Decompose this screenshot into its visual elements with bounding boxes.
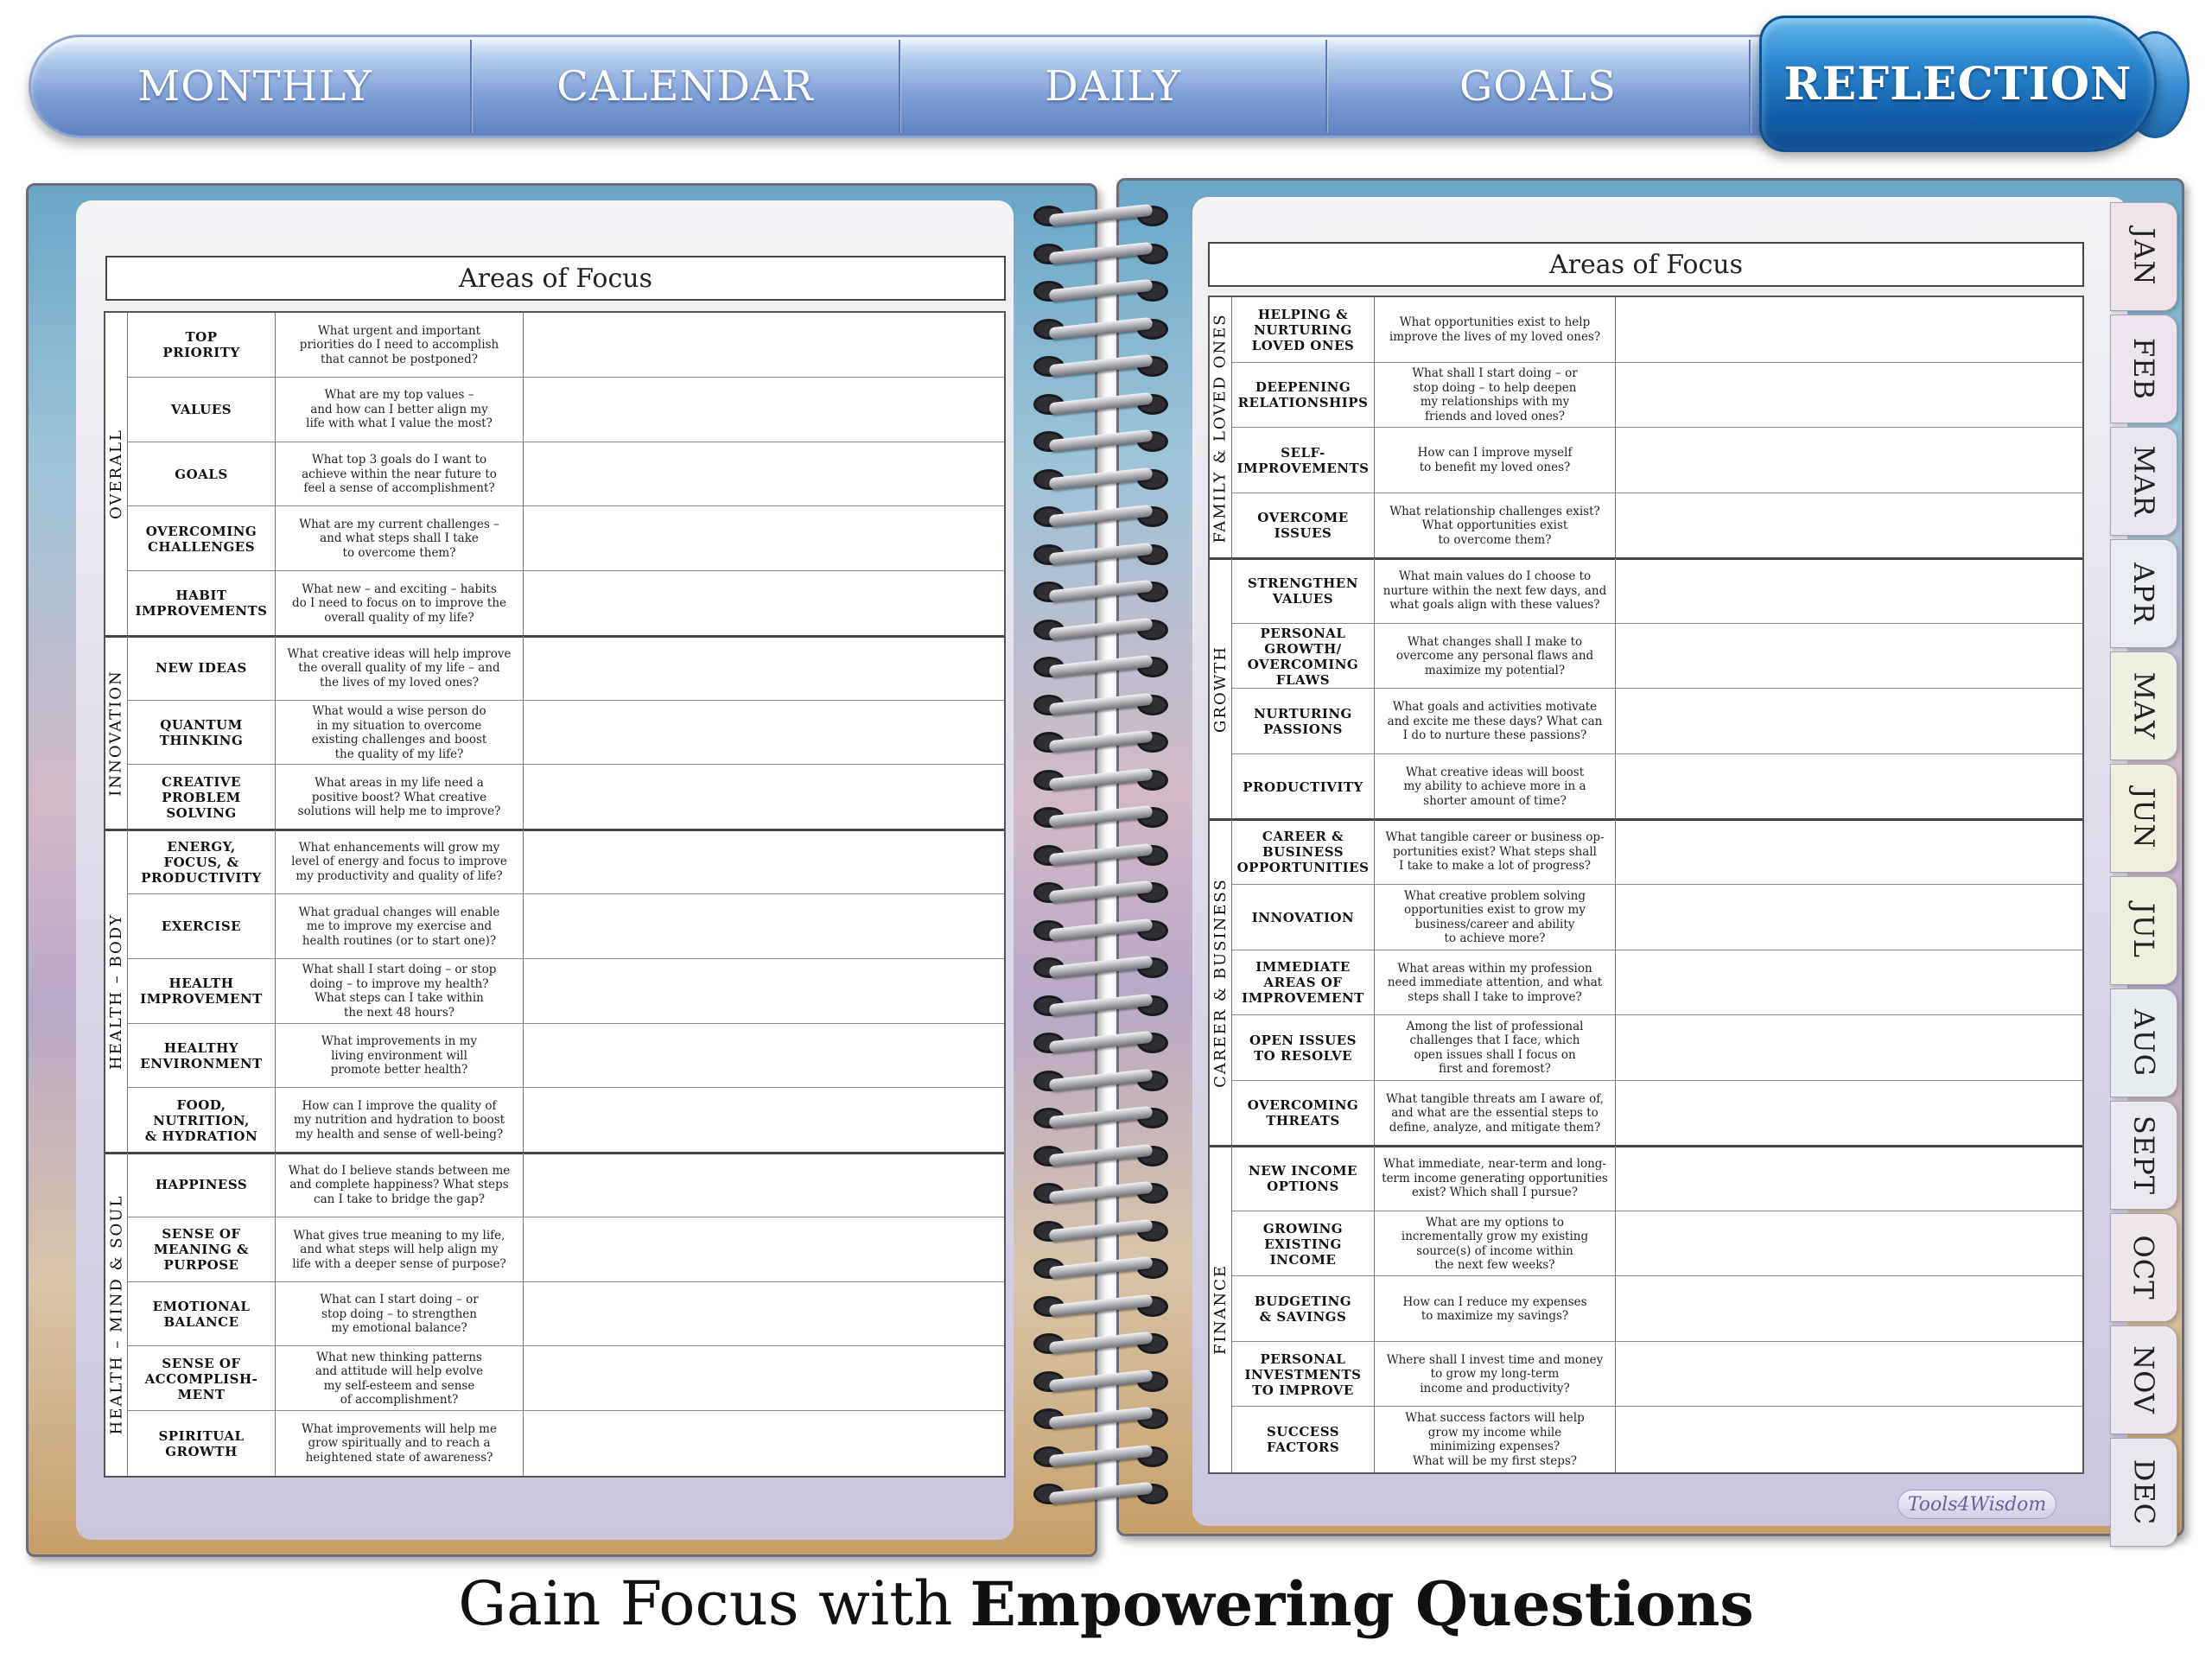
focus-question: What shall I start doing – or stop doing – to help deepen my relationships with my friends and loved ones? [1374,363,1616,429]
writing-space[interactable] [524,636,1004,701]
focus-question: What improvements will help me grow spiritually and to reach a heightened state of awareness? [275,1411,524,1476]
focus-question: What creative problem solving opportunities exist to grow my business/career and ability to achieve more? [1374,885,1616,950]
focus-topic: OPEN ISSUES TO RESOLVE [1249,1032,1357,1064]
writing-space[interactable] [524,442,1004,507]
writing-space[interactable] [524,506,1004,571]
writing-space[interactable] [1616,689,2082,754]
focus-topic: SUCCESS FACTORS [1266,1424,1340,1456]
month-tab-label: MAY [2127,671,2161,741]
focus-row [128,1217,1004,1282]
month-tab-label: MAR [2127,445,2160,518]
focus-question: What would a wise person do in my situation to overcome existing challenges and boost the quality of my life? [275,701,524,766]
focus-row [128,378,1004,442]
focus-topic: CAREER & BUSINESS OPPORTUNITIES [1236,829,1370,876]
focus-row [1232,1342,2082,1408]
focus-question: What goals and activities motivate and excite me these days? What can I do to nurture these passions? [1374,689,1616,754]
focus-topic: DEEPENING RELATIONSHIPS [1237,379,1369,411]
caption-text: Gain Focus with [458,1568,953,1639]
section-health-mind-soul [105,1153,1004,1476]
section-growth [1210,558,2082,819]
focus-row [1232,754,2082,820]
section-health-body [105,830,1004,1153]
section-label-text: CAREER & BUSINESS [1211,877,1230,1088]
spiral-coil [1028,469,1173,490]
section-label [1210,819,1232,1146]
focus-row [128,1024,1004,1089]
tab-reflection[interactable]: REFLECTION [1759,16,2157,152]
focus-topic: SPIRITUAL GROWTH [158,1427,245,1459]
writing-space[interactable] [1616,297,2082,363]
writing-space[interactable] [524,1088,1004,1153]
month-tab-label: APR [2126,563,2160,625]
focus-question: What new – and exciting – habits do I need to focus on to improve the overall quality of my life? [275,571,524,636]
focus-topic: OVERCOMING CHALLENGES [145,523,257,555]
left-page-title: Areas of Focus [105,256,1006,301]
writing-space[interactable] [524,959,1004,1024]
spiral-coil [1028,770,1173,791]
spiral-coil [1028,1296,1173,1317]
section-label [105,313,128,636]
section-label [105,636,128,830]
focus-question: What do I believe stands between me and complete happiness? What steps can I take to bridge the gap? [275,1153,524,1217]
focus-row [1232,1211,2082,1277]
focus-topic: TOP PRIORITY [162,329,240,361]
focus-topic: EXERCISE [161,918,242,935]
section-label [1210,297,1232,558]
month-tab-jun[interactable] [2110,764,2177,873]
focus-question: What creative ideas will boost my ability to achieve more in a shorter amount of time? [1374,754,1616,820]
writing-space[interactable] [524,894,1004,959]
month-tab-label: SEPT [2127,1115,2160,1196]
focus-question: What areas in my life need a positive boost? What creative solutions will help me to improve? [275,765,524,830]
focus-topic: CREATIVE PROBLEM SOLVING [162,773,241,821]
month-tab-dec[interactable] [2110,1438,2177,1547]
spiral-coil [1028,1183,1173,1204]
month-tab-label: JUL [2126,902,2160,959]
focus-question: What new thinking patterns and attitude will help evolve my self-esteem and sense of accomplishment? [275,1346,524,1411]
focus-row [1232,819,2082,885]
spiral-coil [1028,995,1173,1016]
focus-row [128,894,1004,959]
section-label-text: FINANCE [1211,1263,1230,1355]
spiral-coil [1028,394,1173,415]
focus-row [1232,950,2082,1016]
writing-space[interactable] [524,1346,1004,1411]
writing-space[interactable] [1616,1407,2082,1472]
focus-question: How can I improve myself to benefit my loved ones? [1374,428,1616,493]
writing-space[interactable] [524,765,1004,830]
focus-question: What top 3 goals do I want to achieve within the near future to feel a sense of accomplishment? [275,442,524,507]
nav-divider [1749,40,1751,133]
focus-topic: NURTURING PASSIONS [1254,706,1352,738]
focus-topic: SELF- IMPROVEMENTS [1236,444,1370,476]
focus-row [128,1088,1004,1153]
focus-question: What improvements in my living environment will promote better health? [275,1024,524,1089]
focus-row [1232,1407,2082,1472]
section-label [105,1153,128,1476]
focus-topic: QUANTUM THINKING [159,717,244,749]
spiral-coil [1028,1146,1173,1166]
focus-row [1232,428,2082,493]
spiral-coil [1028,1071,1173,1091]
focus-question: What are my current challenges – and what steps shall I take to overcome them? [275,506,524,571]
tab-calendar[interactable]: CALENDAR [556,62,814,111]
focus-question: What relationship challenges exist? What opportunities exist to overcome them? [1374,493,1616,559]
focus-row [1232,885,2082,950]
focus-topic: FOOD, NUTRITION, & HYDRATION [144,1096,258,1144]
focus-topic: BUDGETING & SAVINGS [1254,1294,1352,1325]
spiral-coil [1028,1108,1173,1128]
focus-row [1232,297,2082,363]
month-tab-label: JAN [2127,227,2160,286]
section-overall [105,313,1004,636]
focus-row [1232,1276,2082,1342]
focus-question: What gives true meaning to my life, and what steps will help align my life with a deeper sense of purpose? [275,1217,524,1282]
focus-topic: EMOTIONAL BALANCE [152,1299,251,1331]
month-tab-oct[interactable] [2110,1213,2177,1322]
month-tab-label: JUN [2126,787,2160,849]
writing-space[interactable] [524,313,1004,378]
focus-question: Where shall I invest time and money to grow my long-term income and productivity? [1374,1342,1616,1408]
writing-space[interactable] [524,830,1004,894]
writing-space[interactable] [524,1024,1004,1089]
focus-topic: NEW INCOME OPTIONS [1249,1162,1357,1194]
focus-row [128,1153,1004,1217]
focus-question: What tangible career or business op- portunities exist? What steps shall I take to make a lot of progress? [1374,819,1616,885]
spiral-coil [1028,1371,1173,1392]
writing-space[interactable] [1616,363,2082,429]
month-tab-aug[interactable] [2110,988,2177,1097]
focus-question: What are my top values – and how can I better align my life with what I value the most? [275,378,524,442]
focus-question: What immediate, near-term and long- term income generating opportunities exist? Which shall I pursue? [1374,1146,1616,1211]
focus-question: What gradual changes will enable me to improve my exercise and health routines (or to start one)? [275,894,524,959]
writing-space[interactable] [524,571,1004,636]
focus-row [128,313,1004,378]
focus-topic: PERSONAL GROWTH/ OVERCOMING FLAWS [1247,625,1359,688]
spiral-coil [1028,1258,1173,1279]
writing-space[interactable] [1616,1081,2082,1147]
focus-topic: INNOVATION [1251,909,1355,925]
focus-topic: VALUES [170,402,232,418]
writing-space[interactable] [524,1153,1004,1217]
focus-row [1232,624,2082,690]
focus-row [1232,1146,2082,1211]
focus-row [128,701,1004,766]
focus-row [128,1282,1004,1347]
spiral-coil [1028,1221,1173,1242]
focus-row [128,1346,1004,1411]
right-focus-table [1208,296,2084,1474]
spiral-coil [1028,920,1173,941]
spiral-coil [1028,1408,1173,1429]
section-label-text: OVERALL [107,429,126,520]
section-label-text: HEALTH – BODY [107,912,126,1070]
focus-row [128,959,1004,1024]
spiral-coil [1028,957,1173,978]
focus-topic: NEW IDEAS [156,660,247,677]
writing-space[interactable] [1616,1211,2082,1277]
spiral-coil [1028,882,1173,903]
writing-space[interactable] [524,378,1004,442]
section-label-text: HEALTH – MIND & SOUL [107,1194,125,1434]
spiral-coil [1028,695,1173,715]
focus-topic: IMMEDIATE AREAS OF IMPROVEMENT [1242,959,1364,1007]
writing-space[interactable] [1616,1015,2082,1081]
month-tab-mar[interactable] [2110,427,2177,536]
tab-daily[interactable]: DAILY [1045,62,1181,111]
focus-topic: PERSONAL INVESTMENTS TO IMPROVE [1244,1351,1362,1398]
focus-row [128,506,1004,571]
caption-emphasis: Empowering Questions [969,1567,1754,1640]
focus-topic: HAPPINESS [155,1177,248,1193]
focus-topic: HEALTH IMPROVEMENT [140,976,263,1007]
caption [0,1562,2212,1645]
focus-question: What are my options to incrementally grow my existing source(s) of income within the next few weeks? [1374,1211,1616,1277]
left-focus-table [104,311,1006,1478]
writing-space[interactable] [524,1411,1004,1476]
writing-space[interactable] [524,1282,1004,1347]
focus-question: What tangible threats am I aware of, and what are the essential steps to define, analyze, and mitigate them? [1374,1081,1616,1147]
focus-row [128,765,1004,830]
right-page-title: Areas of Focus [1208,242,2084,287]
focus-topic: HABIT IMPROVEMENTS [135,588,268,620]
writing-space[interactable] [524,701,1004,766]
section-family-loved-ones [1210,297,2082,558]
focus-question: Among the list of professional challenges that I face, which open issues shall I focus on first and foremost? [1374,1015,1616,1081]
section-label [1210,1146,1232,1472]
spiral-coil [1028,807,1173,828]
focus-topic: SENSE OF MEANING & PURPOSE [153,1226,250,1274]
focus-question: What areas within my profession need immediate attention, and what steps shall I take to improve? [1374,950,1616,1016]
focus-topic: SENSE OF ACCOMPLISH- MENT [144,1355,258,1402]
focus-question: What can I start doing – or stop doing – to strengthen my emotional balance? [275,1282,524,1347]
spiral-coil [1028,732,1173,753]
spiral-coil [1028,1446,1173,1467]
focus-question: What creative ideas will help improve the overall quality of my life – and the lives of my loved ones? [275,636,524,701]
writing-space[interactable] [1616,428,2082,493]
spiral-coil [1028,206,1173,226]
focus-row [1232,1081,2082,1147]
focus-row [128,830,1004,894]
writing-space[interactable] [1616,1276,2082,1342]
spiral-coil [1028,431,1173,452]
focus-question: What enhancements will grow my level of energy and focus to improve my productivity and quality of life? [275,830,524,894]
focus-topic: OVERCOME ISSUES [1257,510,1349,542]
month-tab-jul[interactable] [2110,876,2177,985]
spiral-coil [1028,281,1173,302]
focus-row [1232,363,2082,429]
month-tab-label: OCT [2127,1235,2160,1300]
month-tab-feb[interactable] [2110,315,2177,423]
focus-topic: GROWING EXISTING INCOME [1262,1220,1344,1268]
spiral-coil [1028,582,1173,602]
spiral-coil [1028,657,1173,677]
month-tab-apr[interactable] [2110,539,2177,648]
focus-row [1232,689,2082,754]
focus-question: How can I improve the quality of my nutrition and hydration to boost my health and sense of well-being? [275,1088,524,1153]
spiral-coil [1028,356,1173,377]
writing-space[interactable] [1616,1342,2082,1408]
section-label [105,830,128,1153]
month-tab-label: NOV [2127,1345,2160,1414]
brand-logo: Tools4Wisdom [1897,1490,2056,1519]
writing-space[interactable] [1616,1146,2082,1211]
focus-topic: GOALS [175,466,228,482]
month-tab-label: AUG [2127,1008,2161,1077]
spiral-coil [1028,506,1173,527]
writing-space[interactable] [1616,754,2082,820]
spiral-coil [1028,620,1173,640]
focus-row [1232,1015,2082,1081]
focus-topic: PRODUCTIVITY [1243,779,1363,795]
section-label-text: INNOVATION [107,669,125,797]
spiral-coil [1028,544,1173,565]
section-label [1210,558,1232,819]
writing-space[interactable] [1616,624,2082,690]
section-innovation [105,636,1004,830]
tab-monthly[interactable]: MONTHLY [137,62,372,111]
writing-space[interactable] [524,1217,1004,1282]
month-tab-may[interactable] [2110,652,2177,760]
spiral-binding [1028,199,1184,1529]
section-label-text: FAMILY & LOVED ONES [1211,312,1230,543]
writing-space[interactable] [1616,819,2082,885]
month-tab-sept[interactable] [2110,1101,2177,1210]
spiral-coil [1028,319,1173,340]
focus-question: What changes shall I make to overcome any personal flaws and maximize my potential? [1374,624,1616,690]
month-tab-label: DEC [2127,1459,2160,1526]
focus-question: What opportunities exist to help improve the lives of my loved ones? [1374,297,1616,363]
tab-goals[interactable]: GOALS [1459,62,1618,111]
focus-question: What main values do I choose to nurture within the next few days, and what goals align with these values? [1374,558,1616,624]
focus-question: What shall I start doing – or stop doing – to improve my health? What steps can I take within the next 48 hours? [275,959,524,1024]
focus-row [128,636,1004,701]
focus-row [1232,558,2082,624]
focus-row [128,571,1004,636]
section-finance [1210,1146,2082,1472]
writing-space[interactable] [1616,558,2082,624]
spiral-coil [1028,1033,1173,1053]
focus-row [128,1411,1004,1476]
focus-topic: HELPING & NURTURING LOVED ONES [1251,306,1355,353]
focus-topic: STRENGTHEN VALUES [1248,575,1358,607]
spiral-coil [1028,1484,1173,1504]
section-career-business [1210,819,2082,1146]
spiral-coil [1028,1333,1173,1354]
month-tab-nov[interactable] [2110,1325,2177,1434]
focus-row [1232,493,2082,559]
focus-topic: HEALTHY ENVIRONMENT [140,1039,263,1071]
writing-space[interactable] [1616,950,2082,1016]
focus-question: What urgent and important priorities do I need to accomplish that cannot be postponed? [275,313,524,378]
focus-question: How can I reduce my expenses to maximize my savings? [1374,1276,1616,1342]
focus-row [128,442,1004,507]
section-label-text: GROWTH [1211,645,1230,733]
focus-question: What success factors will help grow my income while minimizing expenses? What will be my first steps? [1374,1407,1616,1472]
focus-topic: ENERGY, FOCUS, & PRODUCTIVITY [141,838,262,886]
month-tab-jan[interactable] [2110,202,2177,311]
focus-topic: OVERCOMING THREATS [1247,1097,1359,1129]
month-tab-label: FEB [2126,337,2160,401]
spiral-coil [1028,244,1173,264]
writing-space[interactable] [1616,885,2082,950]
writing-space[interactable] [1616,493,2082,559]
spiral-coil [1028,845,1173,866]
